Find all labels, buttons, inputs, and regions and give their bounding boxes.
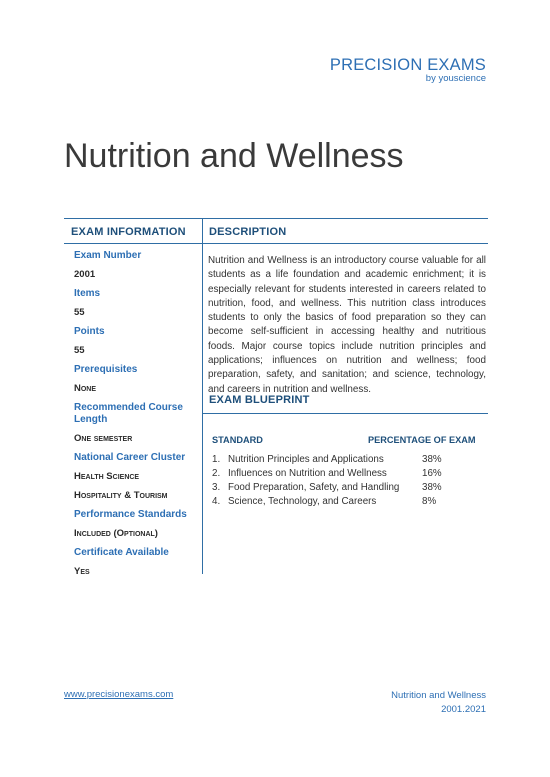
description-header: DESCRIPTION	[209, 226, 287, 238]
blueprint-row-standard: Nutrition Principles and Applications	[228, 454, 384, 465]
blueprint-row-standard: Influences on Nutrition and Wellness	[228, 468, 387, 479]
footer-course-info	[391, 689, 486, 717]
description-text: Nutrition and Wellness is an introductory course valuable for all students as a life foundation and academic enrichment; it is especially relevant for students interested in careers related to nutrition, food, and wellness. This nutrition class introduces students to only the basics of food preparation so they can become self-sufficient in accessing healthy and nutritious foods. Major course topics include nutrition principles and applications; influences on nutrition and wellness; food preparation, safety, and sanitation; and science, technology, and careers in nutrition and wellness.	[208, 255, 486, 395]
exam-number-label: Exam Number	[74, 250, 142, 261]
logo-sub-text: by youscience	[425, 73, 486, 84]
blueprint-row-percentage: 38%	[422, 454, 442, 465]
points-label: Points	[74, 326, 105, 337]
blueprint-row-number: 3.	[212, 482, 221, 493]
course-length-label	[74, 402, 202, 426]
top-rule	[64, 218, 488, 219]
career-cluster-label: National Career Cluster	[74, 452, 186, 463]
items-label: Items	[74, 288, 101, 299]
certificate-label: Certificate Available	[74, 547, 169, 558]
footer-course-code: 2001.2021	[441, 704, 486, 715]
blueprint-rule	[202, 413, 488, 414]
page-title: Nutrition and Wellness	[64, 137, 404, 175]
performance-standards-label: Performance Standards	[74, 509, 187, 520]
column-divider	[202, 218, 203, 574]
performance-standards-value: Included (Optional)	[74, 528, 158, 539]
blueprint-row-number: 2.	[212, 468, 221, 479]
exam-information-panel	[74, 250, 202, 578]
career-cluster-value-1: Health Science	[74, 471, 140, 482]
prerequisites-label: Prerequisites	[74, 364, 138, 375]
footer-course-name: Nutrition and Wellness	[391, 690, 486, 701]
course-length-label-line1: Recommended Course	[74, 402, 183, 413]
course-length-label-line2: Length	[74, 414, 108, 425]
blueprint-row-percentage: 16%	[422, 468, 442, 479]
items-value: 55	[74, 307, 85, 318]
blueprint-row-standard: Food Preparation, Safety, and Handling	[228, 482, 400, 493]
exam-number-value: 2001	[74, 269, 96, 280]
blueprint-row-number: 1.	[212, 454, 221, 465]
exam-blueprint-header: EXAM BLUEPRINT	[209, 394, 310, 406]
percentage-column-header: PERCENTAGE OF EXAM	[368, 435, 476, 445]
header-rule	[64, 243, 488, 244]
career-cluster-value-2: Hospitality & Tourism	[74, 490, 168, 501]
exam-information-header: EXAM INFORMATION	[71, 226, 186, 238]
certificate-value: Yes	[74, 566, 90, 577]
precision-exams-logo	[330, 56, 486, 84]
standard-column-header: STANDARD	[212, 435, 263, 445]
footer-website-link[interactable]: www.precisionexams.com	[64, 689, 174, 700]
points-value: 55	[74, 345, 85, 356]
prerequisites-value: None	[74, 383, 97, 394]
logo-main-text: PRECISION EXAMS	[329, 56, 486, 74]
blueprint-row-percentage: 38%	[422, 482, 442, 493]
course-length-value: One semester	[74, 433, 133, 444]
blueprint-row-percentage: 8%	[422, 496, 437, 507]
blueprint-row-standard: Science, Technology, and Careers	[228, 496, 377, 507]
blueprint-row-number: 4.	[212, 496, 221, 507]
